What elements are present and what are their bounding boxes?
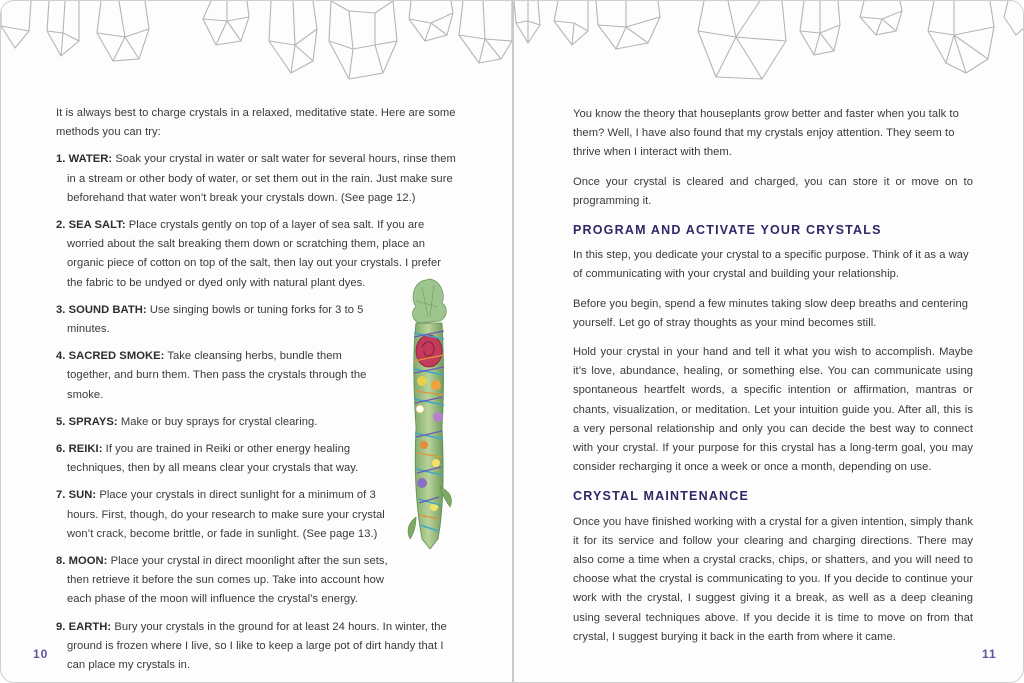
section-heading-program-activate: PROGRAM AND ACTIVATE YOUR CRYSTALS [573,223,882,238]
method-text: If you are trained in Reiki or other energy healing techniques, then by all means clear your crystals that way. [67,443,359,475]
method-text: Place your crystal in direct moonlight after the sun sets, then retrieve it before the sun comes up. Take into account how each phase of the moon will influence the crystal’s energy. [67,555,388,606]
method-label: MOON: [68,555,108,568]
cleared-charged-paragraph: Once your crystal is cleared and charged, you can store it or move on to programming it. [573,175,973,207]
hold-crystal-paragraph: Hold your crystal in your hand and tell it what you wish to accomplish. Maybe it’s love, abundance, healing, or something else. You can communicate using spontaneous heartfelt words, a specific intention or affirmation, mantras or chants, visualization, or meditation. Let your intuition guide you. After all, this is a very personal relationship and only you can decide the best way to connect with your crystal. If your purpose for this crystal has a long-term goal, you may consider recharging it once a week or once a month, depending on use. [573,346,973,474]
method-text: Soak your crystal in water or salt water for several hours, rinse them in a stream or other body of water, or set them out in the rain. Just make sure beforehand that water won’t break your crystals down. (See page 12.) [67,153,456,204]
method-number: 1. [56,153,66,166]
section-heading-maintenance: CRYSTAL MAINTENANCE [573,489,750,504]
method-number: 9. [56,620,66,633]
method-label: SUN: [68,489,97,502]
method-label: SACRED SMOKE: [68,350,165,363]
method-number: 6. [56,443,66,456]
right-body [573,105,973,657]
crystal-border-left [1,1,512,91]
right-page [514,1,1024,683]
method-text: Place your crystals in direct sunlight for a minimum of 3 hours. First, though, do your research to make sure your crystal won’t crack, become brittle, or fade in sunlight. (See page 13.) [67,489,385,540]
method-number: 4. [56,350,66,363]
method-text: Take cleansing herbs, bundle them together, and burn them. Then pass the crystals through the smoke. [67,350,367,401]
method-text: Place crystals gently on top of a layer of sea salt. If you are worried about the salt breaking them down or scratching them, place an organic piece of cotton on top of the salt, then lay out your crystals. I prefer the fabric to be undyed or dyed only with natural plant dyes. [67,219,442,289]
method-number: 7. [56,489,66,502]
houseplants-paragraph: You know the theory that houseplants grow better and faster when you talk to them? Well, I have also found that my crystals enjoy attention. They seem to thrive when I interact with them. [573,108,959,159]
method-label: REIKI: [68,443,103,456]
method-number: 8. [56,555,66,568]
method-text: Use singing bowls or tuning forks for 3 to 5 minutes. [67,303,364,336]
intro-paragraph: It is always best to charge crystals in a relaxed, meditative state. Here are some methods you can try: [56,107,456,139]
method-number: 3. [56,303,66,316]
maintenance-paragraph: Once you have finished working with a crystal for a given intention, simply thank it for its service and follow your clearing and charging directions. There may also come a time when a crystal cracks, chips, or shatters, and you will need to choose what the crystal is communicating to you. If you decide to continue your work with the crystal, I suggest giving it a break, as well as a deep cleaning using several techniques above. If you decide it is time to move on from that crystal, I suggest burying it back in the earth from where it came. [573,515,973,643]
before-you-begin-paragraph: Before you begin, spend a few minutes taking slow deep breaths and centering yourself. Let go of stray thoughts as your mind becomes still. [573,297,968,329]
method-label: WATER: [68,153,113,166]
method-sun [56,486,456,544]
left-body [56,104,456,683]
method-number: 5. [56,415,66,428]
method-sound-bath [56,301,456,339]
page-number-left: 10 [33,647,49,661]
left-page [1,1,512,683]
method-label: SOUND BATH: [68,303,147,316]
method-label: SEA SALT: [68,219,126,232]
method-sprays [56,413,456,432]
method-number: 2. [56,219,66,232]
charging-methods-list [56,150,456,675]
method-water [56,150,456,208]
method-reiki [56,440,456,478]
method-sea-salt [56,216,456,293]
dedicate-paragraph: In this step, you dedicate your crystal to a specific purpose. Think of it as a way of communicating with your crystal and building your relationship. [573,249,969,281]
method-label: EARTH: [68,620,112,633]
method-sacred-smoke [56,347,456,405]
crystal-border-right [514,1,1024,91]
page-number-right: 11 [982,647,997,661]
herb-smudge-bundle-illustration [400,277,458,553]
method-text: Bury your crystals in the ground for at least 24 hours. In winter, the ground is frozen where I live, so I like to keep a large pot of dirt handy that I can place my crystals in. [67,620,447,672]
method-moon [56,552,456,610]
method-text: Make or buy sprays for crystal clearing. [120,415,318,428]
method-earth [56,618,456,676]
method-label: SPRAYS: [68,415,118,428]
